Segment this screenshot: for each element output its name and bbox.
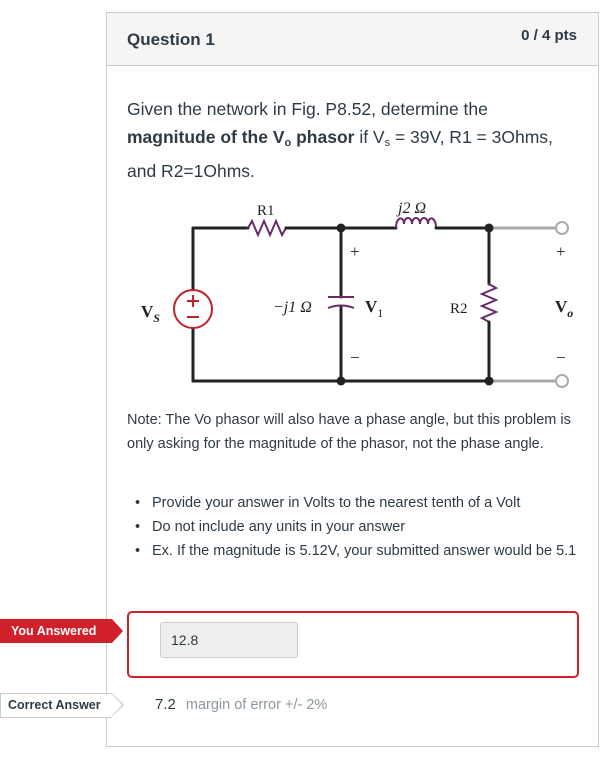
vo-label: $V_o$ xyxy=(555,297,574,320)
answer-input[interactable]: 12.8 xyxy=(160,622,298,658)
instruction-list xyxy=(127,491,607,563)
list-item: • Do not include any units in your answer xyxy=(152,515,607,539)
capacitor-label: −j1 Ω xyxy=(273,299,312,316)
vo-minus: − xyxy=(556,348,566,367)
question-card xyxy=(106,12,599,747)
submitted-answer-box xyxy=(127,611,579,678)
circuit-diagram xyxy=(135,191,585,396)
you-answered-tag: You Answered xyxy=(0,619,112,643)
question-text: Given the network in Fig. P8.52, determine the magnitude of the $V_o$ phasor if $V_s = 39V$, R1 = 3Ohms, and R2=1Ohms. xyxy=(127,99,553,181)
v1-minus: − xyxy=(350,348,360,367)
v1-label: $V_1$ xyxy=(365,297,384,320)
note-text: Note: The Vo phasor will also have a phase angle, but this problem is only asking for the magnitude of the phasor, not the phase angle. xyxy=(127,412,571,452)
correct-answer-value: 7.2 xyxy=(155,696,176,713)
r2-label: R2 xyxy=(450,301,468,317)
list-item: • Ex. If the magnitude is 5.12V, your submitted answer would be 5.1 xyxy=(152,539,607,563)
correct-answer-tag: Correct Answer xyxy=(0,693,112,718)
inductor-label: j2 Ω xyxy=(398,200,427,217)
vs-label: $V_S$ xyxy=(141,302,160,325)
margin-of-error: margin of error +/- 2% xyxy=(185,697,328,713)
question-points: 0 / 4 pts xyxy=(521,27,577,44)
list-item: • Provide your answer in Volts to the nearest tenth of a Volt xyxy=(152,491,607,515)
question-title: Question 1 xyxy=(127,30,215,49)
vo-plus: + xyxy=(556,242,566,261)
r1-label: R1 xyxy=(257,203,275,219)
question-header xyxy=(107,13,598,66)
v1-plus: + xyxy=(350,242,360,261)
correct-answer-row xyxy=(155,696,327,713)
